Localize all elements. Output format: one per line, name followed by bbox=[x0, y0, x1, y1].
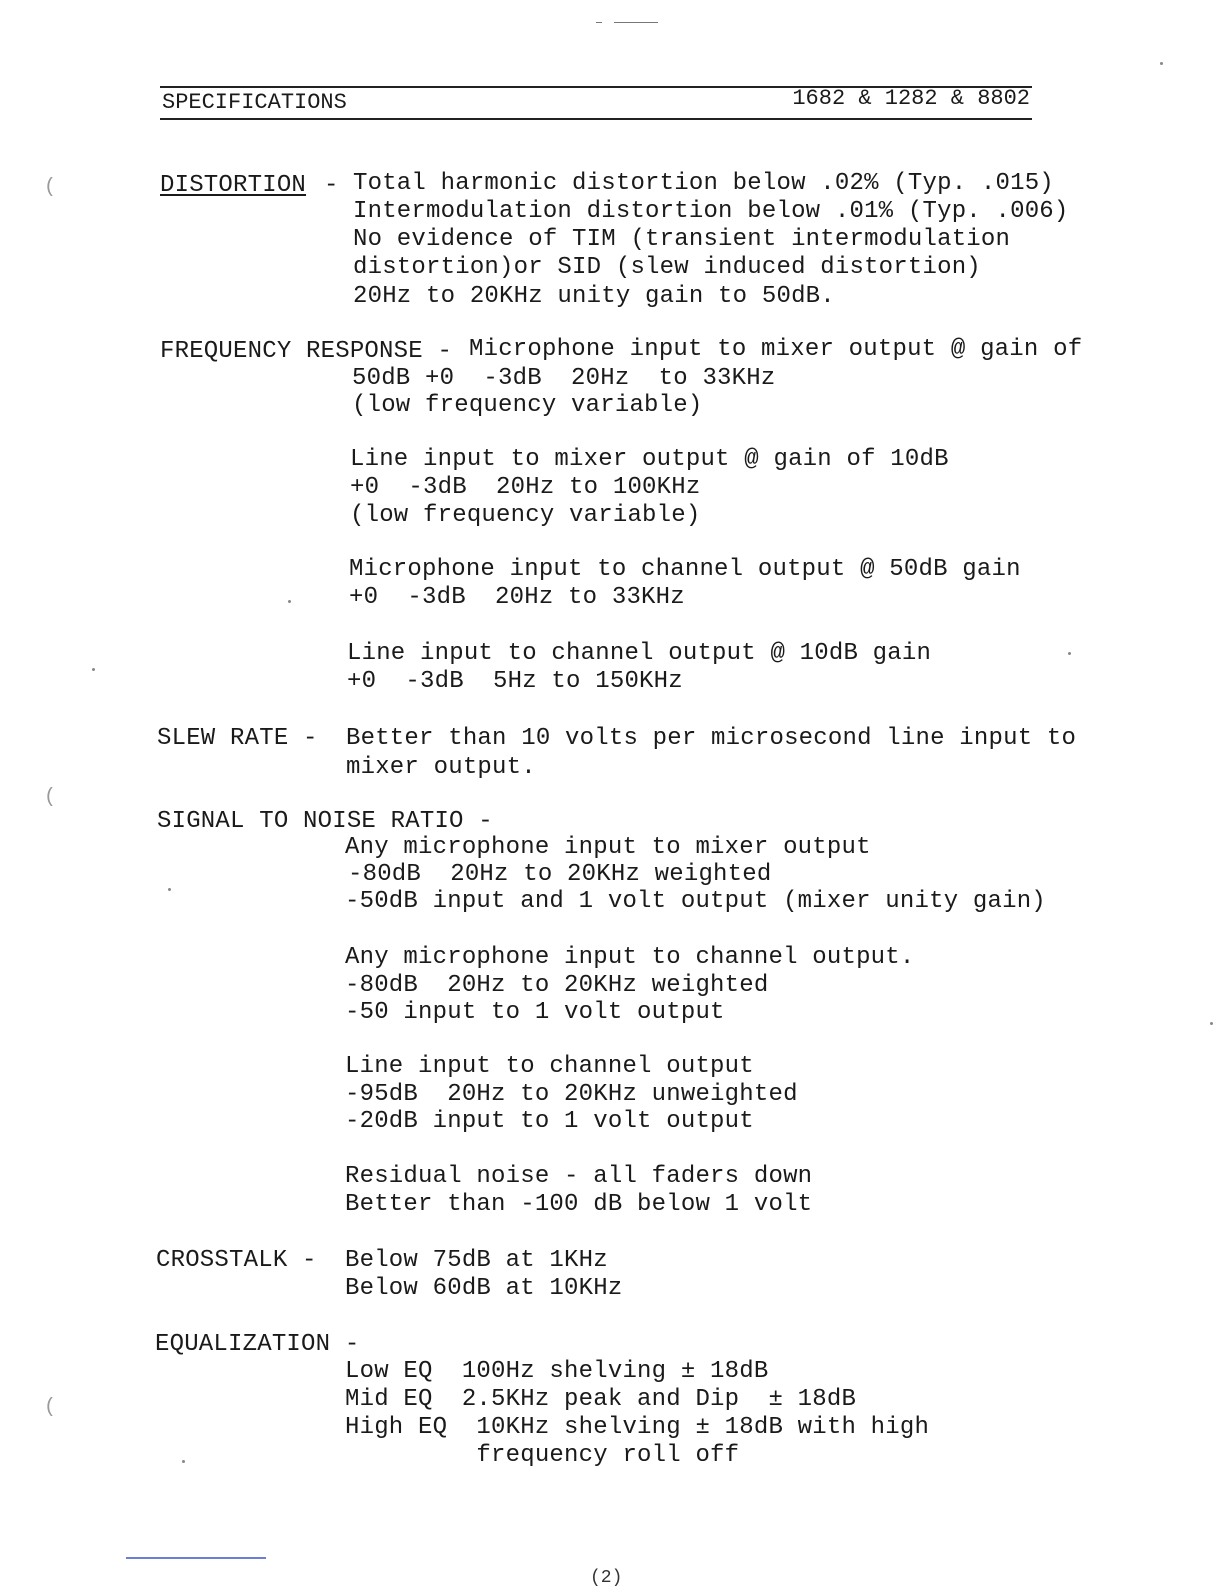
frequency-response-line: Microphone input to channel output @ 50dB gain bbox=[349, 556, 1021, 583]
distortion-line: No evidence of TIM (transient intermodulation bbox=[353, 226, 1011, 253]
snr-line: -20dB input to 1 volt output bbox=[345, 1108, 754, 1135]
scan-mark bbox=[596, 22, 602, 23]
slew-rate-line: Better than 10 volts per microsecond line input to bbox=[346, 725, 1077, 752]
distortion-line: distortion)or SID (slew induced distortion) bbox=[353, 254, 981, 281]
scan-speck bbox=[1210, 1022, 1213, 1025]
scan-speck bbox=[168, 888, 171, 891]
equalization-label: EQUALIZATION - bbox=[155, 1331, 360, 1358]
scan-mark: ( bbox=[44, 176, 57, 199]
scan-mark: ( bbox=[44, 786, 57, 809]
distortion-dash: - bbox=[324, 172, 339, 199]
header-models: 1682 & 1282 & 8802 bbox=[792, 86, 1030, 111]
snr-line: -50dB input and 1 volt output (mixer unity gain) bbox=[345, 888, 1046, 915]
snr-line: -50 input to 1 volt output bbox=[345, 999, 725, 1026]
frequency-response-line: 50dB +0 -3dB 20Hz to 33KHz bbox=[352, 365, 776, 392]
crosstalk-line: Below 75dB at 1KHz bbox=[345, 1247, 608, 1274]
frequency-response-label: FREQUENCY RESPONSE - bbox=[160, 338, 453, 365]
header-title: SPECIFICATIONS bbox=[162, 90, 347, 115]
snr-line: Any microphone input to channel output. bbox=[345, 944, 915, 971]
page-number: (2) bbox=[590, 1568, 623, 1588]
distortion-line: 20Hz to 20KHz unity gain to 50dB. bbox=[353, 283, 835, 310]
distortion-line: Intermodulation distortion below .01% (Typ. .006) bbox=[353, 198, 1069, 225]
equalization-line: frequency roll off bbox=[345, 1442, 740, 1469]
snr-line: Any microphone input to mixer output bbox=[345, 834, 871, 861]
distortion-line: Total harmonic distortion below .02% (Typ. .015) bbox=[353, 170, 1054, 197]
frequency-response-line: +0 -3dB 20Hz to 100KHz bbox=[350, 474, 701, 501]
equalization-line: High EQ 10KHz shelving ± 18dB with high bbox=[345, 1414, 930, 1441]
snr-line: Residual noise - all faders down bbox=[345, 1163, 813, 1190]
distortion-label: DISTORTION bbox=[160, 172, 307, 199]
equalization-line: Mid EQ 2.5KHz peak and Dip ± 18dB bbox=[345, 1386, 857, 1413]
scan-speck bbox=[92, 668, 95, 671]
crosstalk-label: CROSSTALK - bbox=[156, 1247, 317, 1274]
frequency-response-line: (low frequency variable) bbox=[350, 502, 701, 529]
scan-speck bbox=[288, 600, 291, 603]
scan-mark: ( bbox=[44, 1396, 57, 1419]
frequency-response-line: +0 -3dB 20Hz to 33KHz bbox=[349, 584, 685, 611]
snr-line: -80dB 20Hz to 20KHz weighted bbox=[348, 861, 772, 888]
scan-mark bbox=[614, 22, 658, 23]
slew-rate-line: mixer output. bbox=[346, 754, 536, 781]
scan-speck bbox=[182, 1460, 185, 1463]
page-header bbox=[160, 86, 1032, 120]
equalization-line: Low EQ 100Hz shelving ± 18dB bbox=[345, 1358, 769, 1385]
snr-label: SIGNAL TO NOISE RATIO - bbox=[157, 808, 493, 835]
frequency-response-line: +0 -3dB 5Hz to 150KHz bbox=[347, 668, 683, 695]
footer-rule bbox=[126, 1557, 266, 1559]
frequency-response-line: Line input to channel output @ 10dB gain bbox=[347, 640, 932, 667]
slew-rate-label: SLEW RATE - bbox=[157, 725, 318, 752]
frequency-response-line: Line input to mixer output @ gain of 10dB bbox=[350, 446, 949, 473]
scan-speck bbox=[1160, 62, 1163, 65]
snr-line: Line input to channel output bbox=[345, 1053, 754, 1080]
scan-speck bbox=[1068, 652, 1071, 655]
frequency-response-line: (low frequency variable) bbox=[352, 392, 703, 419]
frequency-response-line: Microphone input to mixer output @ gain of bbox=[469, 336, 1083, 363]
snr-line: -80dB 20Hz to 20KHz weighted bbox=[345, 972, 769, 999]
crosstalk-line: Below 60dB at 10KHz bbox=[345, 1275, 623, 1302]
snr-line: Better than -100 dB below 1 volt bbox=[345, 1191, 813, 1218]
snr-line: -95dB 20Hz to 20KHz unweighted bbox=[345, 1081, 798, 1108]
